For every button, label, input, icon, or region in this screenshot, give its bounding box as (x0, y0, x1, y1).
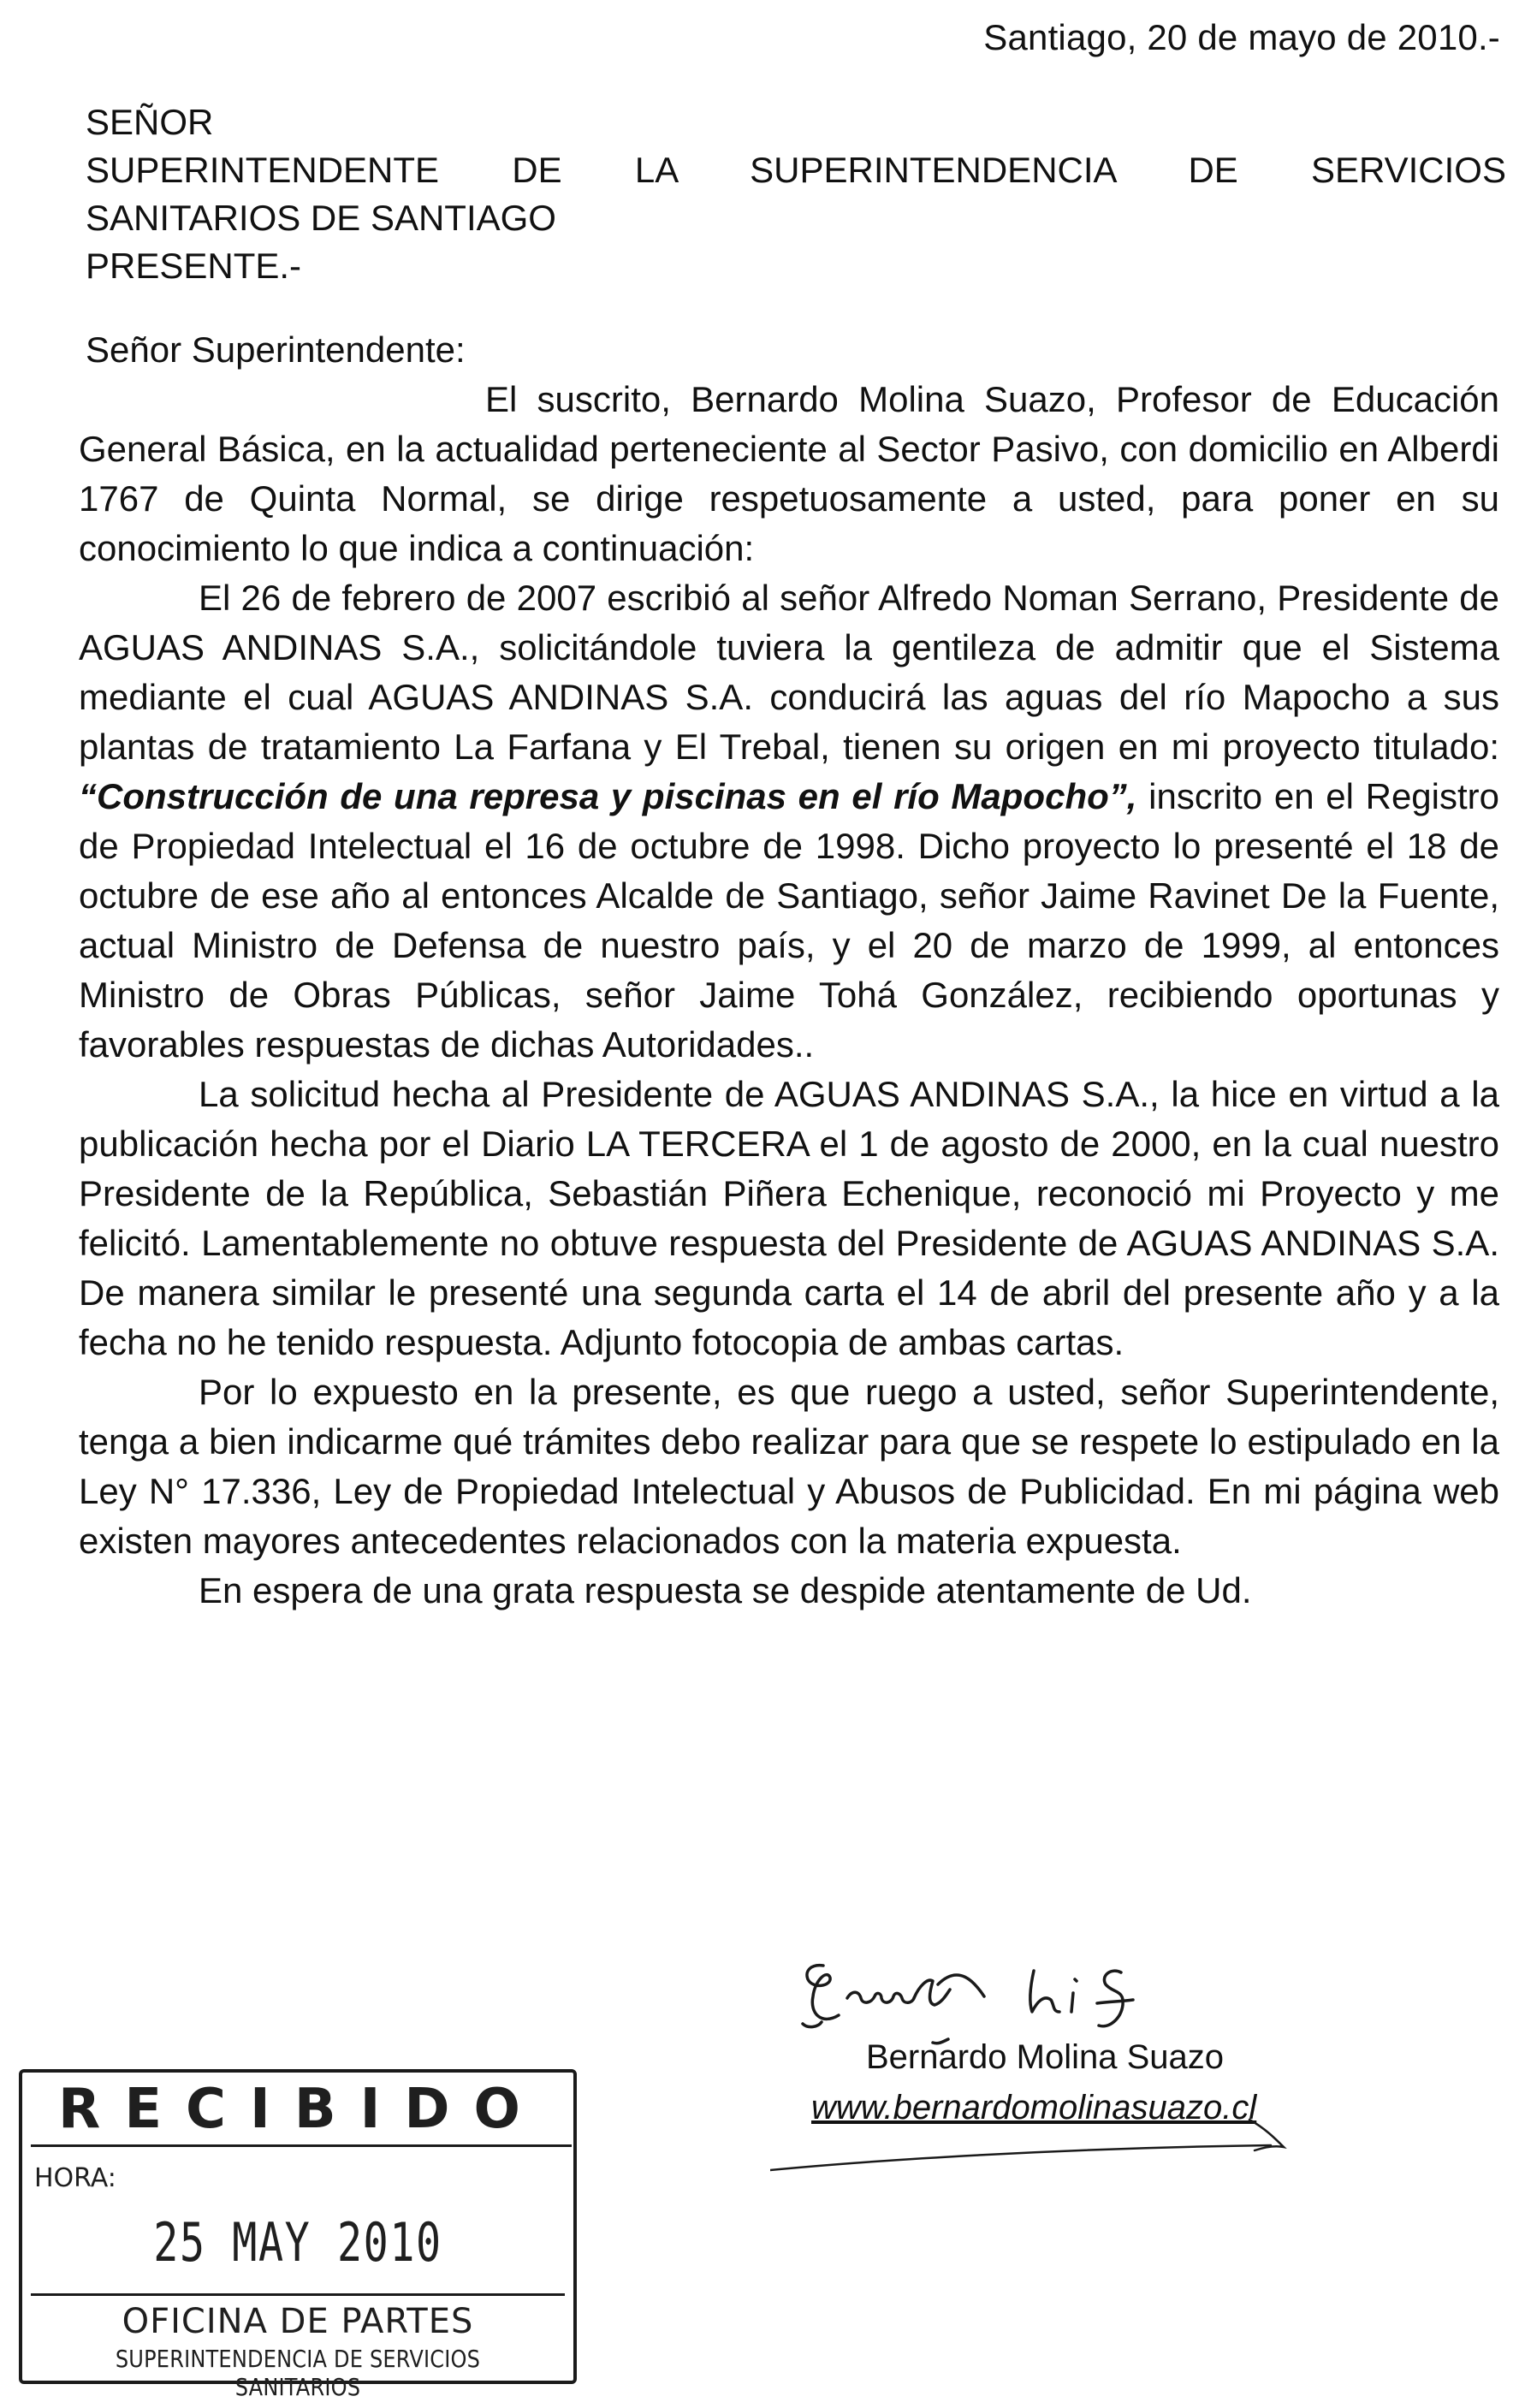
salutation: Señor Superintendente: (86, 329, 466, 370)
project-title: “Construcción de una represa y piscinas en el río Mapocho”, (79, 776, 1137, 816)
paragraph-2-intro: El 26 de febrero de 2007 escribió al señor Alfredo Noman Serrano, Presidente de AGUAS ANDINAS S.A., solicitándole tuviera la gentileza de admitir que el Sistema mediante el cual AGUAS ANDINAS S.A. conducirá las aguas del río Mapocho a sus plantas de tratamiento La Farfana y El Trebal, tienen su origen en mi proyecto titulado: (79, 578, 1499, 767)
signature-block (770, 1930, 1386, 2186)
stamp-hora-label: HORA: (34, 2163, 116, 2193)
stamp-title: RECIBIDO (31, 2078, 572, 2147)
paragraph-1: El suscrito, Bernardo Molina Suazo, Profesor de Educación General Básica, en la actualidad perteneciente al Sector Pasivo, con domicilio en Alberdi 1767 de Quinta Normal, se dirige respetuosamente a usted, para poner en su conocimiento lo que indica a continuación: (79, 379, 1499, 568)
paragraph-2-rest: inscrito en el Registro de Propiedad Intelectual el 16 de octubre de 1998. Dicho proyecto lo presenté el 18 de octubre de ese año al entonces Alcalde de Santiago, señor Jaime Ravinet De la Fuente, actual Ministro de Defensa de nuestro país, y el 20 de marzo de 1999, al entonces Ministro de Obras Públicas, señor Jaime Tohá González, recibiendo oportunas y favorables respuestas de dichas Autoridades.. (79, 776, 1500, 1065)
addressee-line-1: SEÑOR (86, 102, 214, 142)
stamp-office: OFICINA DE PARTES (122, 2302, 474, 2341)
addressee-line-2: SUPERINTENDENTE DE LA SUPERINTENDENCIA DE SERVICIOS (86, 150, 1506, 190)
letter-date: Santiago, 20 de mayo de 2010.- (983, 17, 1500, 57)
signatory-name: Bernardo Molina Suazo (866, 2038, 1225, 2076)
addressee-line-3: SANITARIOS DE SANTIAGO (86, 198, 556, 238)
signature-underline-stroke (770, 1930, 1386, 2186)
stamp-entity: SUPERINTENDENCIA DE SERVICIOS SANITARIOS (115, 2345, 481, 2401)
paragraph-3: La solicitud hecha al Presidente de AGUAS ANDINAS S.A., la hice en virtud a la publicación hecha por el Diario LA TERCERA el 1 de agosto de 2000, en la cual nuestro Presidente de la República, Sebastián Piñera Echenique, reconoció mi Proyecto y me felicitó. Lamentablemente no obtuve respuesta del Presidente de AGUAS ANDINAS S.A. De manera similar le presenté una segunda carta el 14 de abril del presente año y a la fecha no he tenido respuesta. Adjunto fotocopia de ambas cartas. (79, 1074, 1499, 1362)
paragraph-2 (79, 573, 1499, 1070)
stamp-date: 25 MAY 2010 (153, 2211, 442, 2274)
closing-line: En espera de una grata respuesta se despide atentamente de Ud. (199, 1570, 1252, 1610)
signatory-website: www.bernardomolinasuazo.cl (811, 2089, 1257, 2126)
received-stamp (19, 2069, 577, 2401)
letter-body (79, 375, 1499, 1616)
stamp-divider (31, 2293, 565, 2296)
paragraph-4: Por lo expuesto en la presente, es que ruego a usted, señor Superintendente, tenga a bien indicarme qué trámites debo realizar para que se respete lo estipulado en la Ley N° 17.336, Ley de Propiedad Intelectual y Abusos de Publicidad. En mi página web existen mayores antecedentes relacionados con la materia expuesta. (79, 1372, 1499, 1561)
addressee-line-4: PRESENTE.- (86, 246, 302, 286)
addressee-block (86, 98, 1506, 290)
